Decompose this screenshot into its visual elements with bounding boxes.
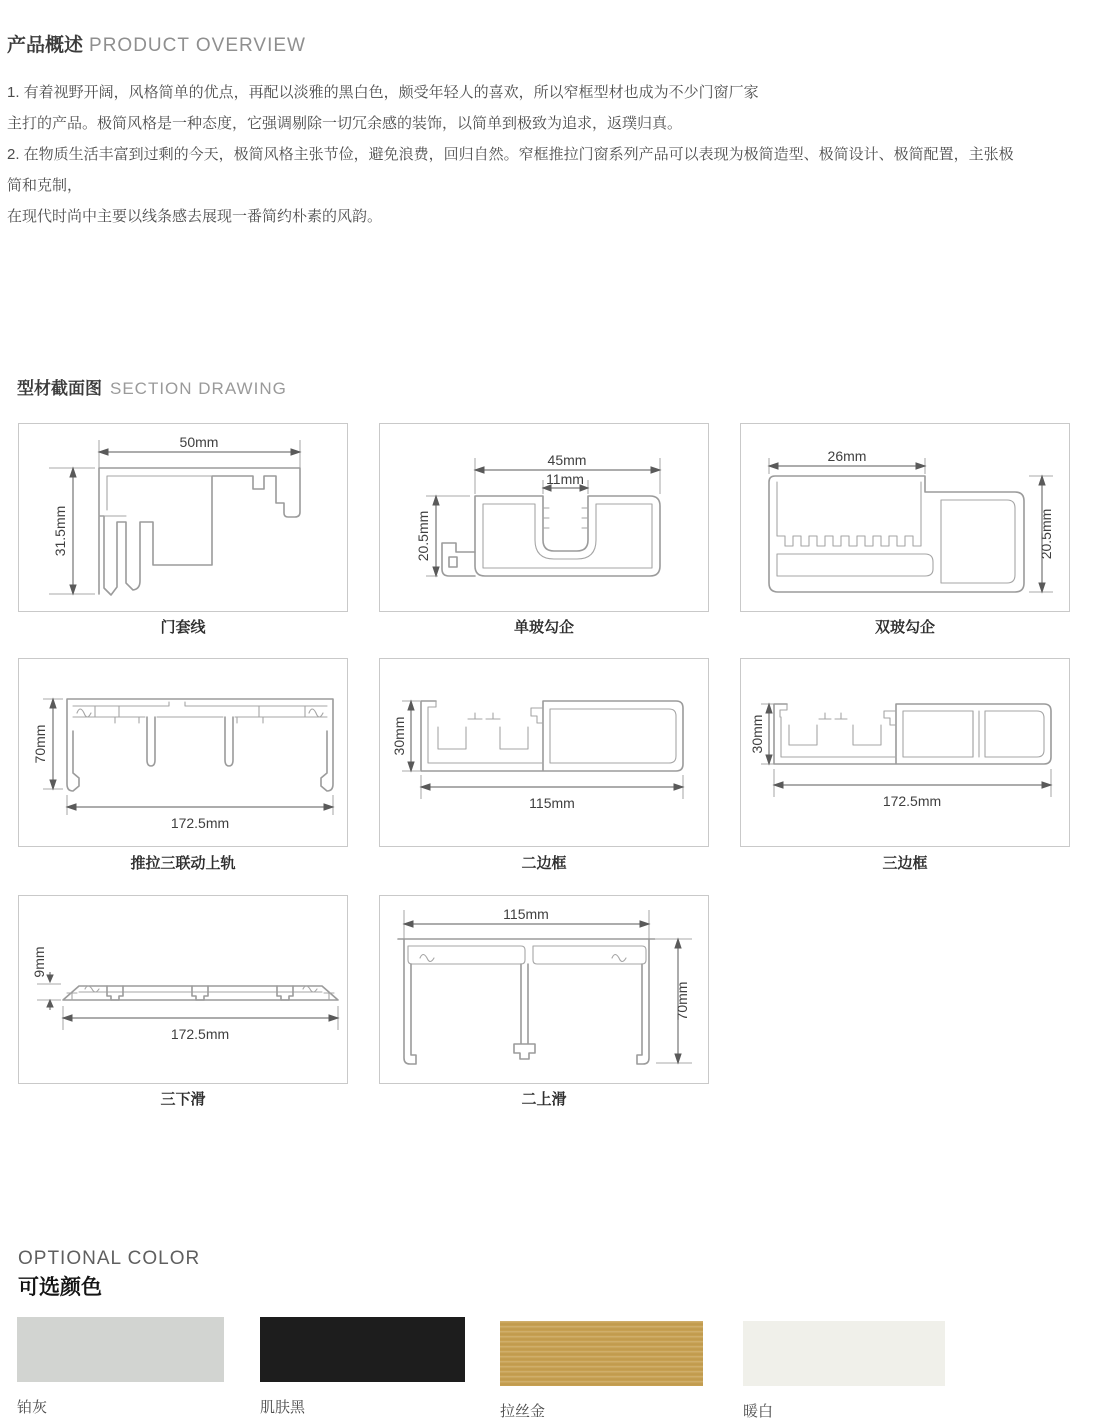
caption-triple-sliding-top-track: 推拉三联动上轨 [130,855,236,872]
dim-label-width: 172.5mm [882,793,942,809]
dim-label-height: 20.5mm [415,510,431,562]
color-label-brushed-gold: 拉丝金 [500,1403,546,1420]
overview-heading-en: PRODUCT OVERVIEW [89,35,306,56]
section-panel-three-side-frame [740,658,1070,847]
section-drawing-two-side-frame [380,659,708,846]
color-label-platinum-grey: 铂灰 [17,1399,48,1416]
section-panel-door-casing [18,423,348,612]
color-label-warm-white: 暖白 [743,1403,774,1420]
caption-double-top-slide: 二上滑 [521,1091,567,1108]
caption-door-casing: 门套线 [160,619,206,636]
section-panel-double-glass-hook [740,423,1070,612]
dim-label-height: 30mm [749,714,765,754]
dim-label-height: 30mm [391,716,407,756]
dim-label-height: 31.5mm [52,505,68,557]
caption-triple-bottom-slide: 三下滑 [160,1091,206,1108]
overview-line-2: 主打的产品。极简风格是一种态度，它强调剔除一切冗余感的装饰，以简单到极致为追求，返璞归真。 [7,115,683,132]
overview-line-4: 在现代时尚中主要以线条感去展现一番简约朴素的风韵。 [7,208,383,225]
caption-three-side-frame: 三边框 [882,855,928,872]
caption-two-side-frame: 二边框 [521,855,567,872]
color-swatch-warm-white [743,1321,945,1386]
section-panel-triple-bottom-slide [18,895,348,1084]
dim-label-width: 45mm [547,452,587,468]
section-drawing-double-top-slide [380,896,708,1083]
section-panel-single-glass-hook [379,423,709,612]
color-swatch-brushed-gold [500,1321,703,1386]
overview-heading-zh: 产品概述 [7,35,84,56]
dim-label-width: 172.5mm [170,815,230,831]
dim-label-height: 70mm [674,981,690,1021]
dim-label-height: 9mm [31,946,47,978]
caption-single-glass-hook: 单玻勾企 [513,619,574,636]
section-heading-en: SECTION DRAWING [110,379,287,398]
dim-label-width: 115mm [529,795,575,811]
color-label-skin-black: 肌肤黑 [260,1399,306,1416]
section-heading-zh: 型材截面图 [17,379,102,398]
section-drawing-door-casing [19,424,347,611]
overview-paragraph [7,77,1027,232]
section-panel-two-side-frame [379,658,709,847]
caption-double-glass-hook: 双玻勾企 [874,619,935,636]
color-swatch-skin-black [260,1317,465,1382]
section-drawing-heading [17,374,287,399]
section-drawing-three-side-frame [741,659,1069,846]
section-drawing-single-glass-hook [380,424,708,611]
section-panel-triple-sliding-top-track [18,658,348,847]
dim-label-width: 50mm [179,434,219,450]
section-drawing-triple-sliding-top-track [19,659,347,846]
color-swatch-platinum-grey [17,1317,224,1382]
overview-line-1: 1. 有着视野开阔，风格简单的优点，再配以淡雅的黑白色，颇受年轻人的喜欢，所以窄框型材也成为不少门窗厂家 [7,84,759,101]
optional-color-heading-zh: 可选颜色 [18,1276,102,1299]
dim-label-height: 70mm [32,724,48,764]
overview-heading [7,30,306,57]
dim-label-width: 26mm [827,448,867,464]
optional-color-heading-en: OPTIONAL COLOR [18,1248,201,1269]
overview-line-3: 2. 在物质生活丰富到过剩的今天，极简风格主张节俭，避免浪费，回归自然。窄框推拉门窗系列产品可以表现为极简造型、极简设计、极简配置，主张极简和克制， [7,146,1014,194]
section-drawing-triple-bottom-slide [19,896,347,1083]
dim-label-height: 20.5mm [1038,508,1054,560]
section-panel-double-top-slide [379,895,709,1084]
dim-label-inner: 11mm [546,471,584,487]
dim-label-width: 115mm [503,906,549,922]
dim-label-width: 172.5mm [170,1026,230,1042]
section-drawing-double-glass-hook [741,424,1069,611]
